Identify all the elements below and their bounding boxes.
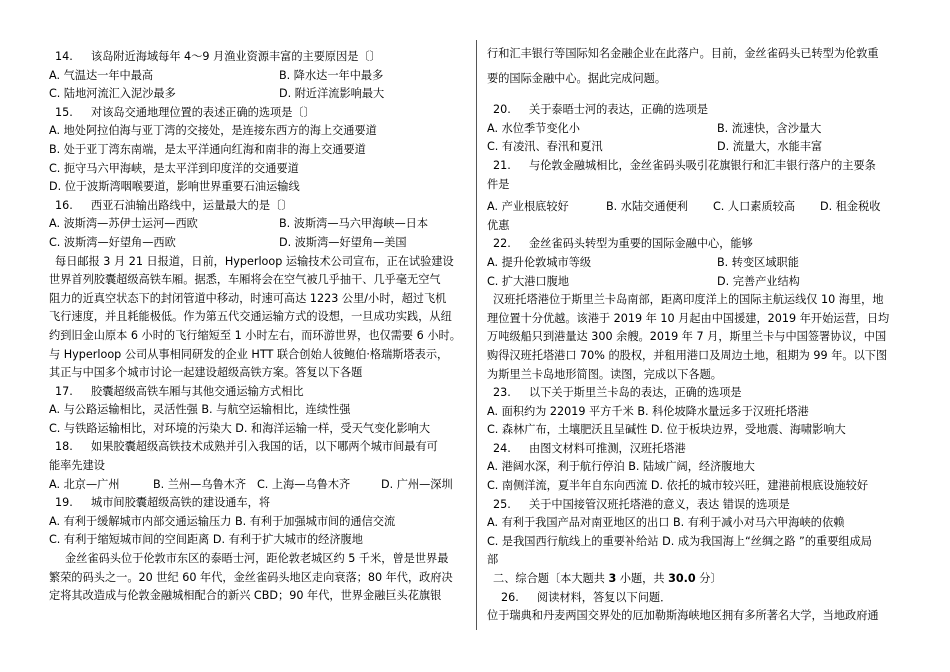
stem-text: 对该岛交通地理位置的表述正确的选项是〔〕 bbox=[91, 105, 315, 119]
options bbox=[487, 254, 905, 291]
section-suffix: 分〕 bbox=[695, 572, 722, 586]
question-count: 3 bbox=[608, 572, 617, 586]
question-24 bbox=[487, 440, 905, 496]
passage-canary-wharf-continued bbox=[487, 45, 905, 88]
options bbox=[487, 198, 905, 217]
question-21 bbox=[487, 157, 905, 235]
option-ab: A. 港阔水深，利于航行停泊 B. 陆域广阔，经济腹地大 bbox=[487, 460, 755, 474]
option-a: A. 水位季节变化小 bbox=[487, 121, 580, 135]
option-d: D. 附近洋流影响最大 bbox=[279, 87, 385, 101]
question-26 bbox=[487, 589, 905, 626]
question-16 bbox=[49, 197, 467, 253]
option-b: B. 波斯湾—马六甲海峡—日本 bbox=[279, 217, 429, 231]
passage-line: 其正与中国多个城市讨论一起建设超级高铁方案。答复以下各题 bbox=[49, 366, 363, 380]
passage-line: 阻力的近真空状态下的封闭管道中移动，时速可高达 1223 公里/小时，超过飞机 bbox=[49, 291, 447, 305]
question-23 bbox=[487, 384, 905, 440]
question-stem bbox=[487, 496, 905, 515]
option-d: D. 租金税收 bbox=[820, 200, 881, 214]
question-14 bbox=[49, 48, 467, 104]
stem-text: 由图文材料可推测，汉班托塔港 bbox=[529, 441, 686, 455]
question-25 bbox=[487, 496, 905, 570]
stem-text: 阅读材料，答复以下问题． bbox=[537, 590, 672, 604]
option-c: C. 陆地河流汇入泥沙最多 bbox=[49, 87, 176, 101]
question-19 bbox=[49, 494, 467, 550]
question-number: 22. bbox=[493, 237, 511, 251]
option-a: A. 波斯湾—苏伊士运河—西欧 bbox=[49, 217, 198, 231]
question-number: 23. bbox=[493, 386, 511, 400]
passage-line: 每日邮报 3 月 21 日报道，日前，Hyperloop 运输技术公司宣布，正在试验建设 bbox=[55, 254, 454, 268]
option-ab: A. 有利于缓解城市内部交通运输压力 B. 有利于加强城市间的通信交流 bbox=[49, 514, 396, 528]
passage-line: 位于瑞典和丹麦两国交界处的厄加勒斯海峡地区拥有多所著名大学，当地政府通 bbox=[487, 609, 879, 623]
option-d: D. 波斯湾—好望角—美国 bbox=[279, 235, 407, 249]
stem-continuation: 件是 bbox=[487, 177, 510, 191]
passage-canary-wharf bbox=[49, 550, 467, 606]
options bbox=[487, 120, 905, 157]
stem-text: 与伦敦金融城相比，金丝雀码头吸引花旗银行和汇丰银行落户的主要条 bbox=[529, 158, 876, 172]
stem-text: 胶囊超级高铁车厢与其他交通运输方式相比 bbox=[91, 384, 304, 398]
question-22 bbox=[487, 235, 905, 291]
passage-line: 金丝雀码头位于伦敦市东区的泰晤士河，距伦敦老城区约 5 千米，曾是世界最 bbox=[65, 552, 449, 566]
option-a: A. 北京—广州 bbox=[49, 477, 120, 491]
passage-line: 飞行速度，并且耗能极低。作为第五代交通运输方式的设想，一旦成功实践，从纽 bbox=[49, 310, 452, 324]
passage-line: 繁荣的码头之一。20 世纪 60 年代，金丝雀码头地区走向衰落；80 年代，政府决 bbox=[49, 570, 453, 584]
stem-text: 以下关于斯里兰卡岛的表达，正确的选项是 bbox=[529, 386, 742, 400]
question-stem bbox=[49, 104, 467, 123]
option-b: B. 降水达一年中最多 bbox=[279, 68, 384, 82]
section-heading bbox=[487, 570, 905, 589]
question-number: 26. bbox=[501, 590, 519, 604]
option-ab: A. 有利于我国产品对南亚地区的出口 B. 有利于减小对马六甲海峡的依赖 bbox=[487, 516, 845, 530]
question-number: 17. bbox=[55, 384, 73, 398]
question-17 bbox=[49, 383, 467, 439]
option-ab: A. 与公路运输相比，灵活性强 B. 与航空运输相比，连续性强 bbox=[49, 403, 351, 417]
option-cd: C. 与铁路运输相比，对环境的污染大 D. 和海洋运输一样，受天气变化影响大 bbox=[49, 421, 431, 435]
option-c: C. 上海—乌鲁木齐 bbox=[257, 477, 351, 491]
option-b: B. 流速快，含沙量大 bbox=[717, 121, 822, 135]
option-cd: C. 有利于缩短城市间的空间距离 D. 有利于扩大城市的经济腹地 bbox=[49, 533, 363, 547]
question-number: 18. bbox=[55, 440, 73, 454]
left-column bbox=[49, 48, 467, 606]
stem-text: 关于泰晤士河的表达，正确的选项是 bbox=[529, 103, 709, 117]
question-number: 14. bbox=[55, 50, 73, 63]
option-b: B. 处于亚丁湾东南端，是太平洋通向红海和南非的海上交通要道 bbox=[49, 142, 366, 156]
passage-line: 万吨级船只到港量达 300 余艘。2019 年 7 月，斯里兰卡与中国签署协议，中国 bbox=[487, 330, 887, 344]
question-stem bbox=[49, 48, 467, 67]
question-stem bbox=[49, 494, 467, 513]
question-stem bbox=[487, 157, 905, 176]
question-15 bbox=[49, 104, 467, 197]
stem-text: 城市间胶囊超级高铁的建设通车，将 bbox=[91, 496, 271, 510]
question-stem bbox=[49, 197, 467, 216]
passage-hyperloop bbox=[49, 253, 467, 383]
question-number: 20. bbox=[493, 103, 511, 117]
question-stem bbox=[487, 589, 905, 608]
question-stem bbox=[487, 101, 905, 120]
option-d: D. 完善产业结构 bbox=[717, 274, 800, 288]
passage-line: 汉班托塔港位于斯里兰卡岛南部，距离印度洋上的国际主航运线仅 10 海里，地 bbox=[493, 293, 884, 307]
question-stem bbox=[49, 438, 467, 457]
option-c: C. 波斯湾—好望角—西欧 bbox=[49, 235, 176, 249]
section-mid: 小题，共 bbox=[616, 572, 669, 586]
stem-text: 如果胶囊超级高铁技术成熟并引入我国的话，以下哪两个城市间最有可 bbox=[91, 440, 438, 454]
passage-line: 行和汇丰银行等国际知名金融企业在此落户。目前，金丝雀码头已转型为伦敦重 bbox=[487, 47, 879, 60]
option-d: D. 广州—深圳 bbox=[381, 477, 453, 491]
option-a: A. 地处阿拉伯海与亚丁湾的交接处，是连接东西方的海上交通要道 bbox=[49, 124, 377, 138]
stem-text: 关于中国接管汉班托塔港的意义，表达 错误的选项是 bbox=[529, 497, 790, 511]
option-a: A. 提升伦敦城市等级 bbox=[487, 255, 592, 269]
option-b: B. 水陆交通便利 bbox=[606, 200, 688, 214]
option-b: B. 转变区域职能 bbox=[717, 255, 799, 269]
question-stem bbox=[487, 440, 905, 459]
option-c: C. 人口素质较高 bbox=[713, 200, 796, 214]
option-b: B. 兰州—乌鲁木齐 bbox=[153, 477, 247, 491]
question-stem bbox=[487, 384, 905, 403]
options bbox=[49, 67, 467, 104]
stem-text: 西亚石油输出路线中，运量最大的是〔〕 bbox=[91, 198, 293, 212]
passage-line: 理位置十分优越。该港于 2019 年 10 月起由中国援建，2019 年开始运营，日均 bbox=[487, 311, 890, 325]
right-column bbox=[487, 45, 905, 626]
option-ab: A. 面积约为 22019 平方千米 B. 科伦坡降水量远多于汉班托塔港 bbox=[487, 404, 809, 418]
column-divider bbox=[476, 40, 477, 630]
stem-text: 金丝雀码头转型为重要的国际金融中心，能够 bbox=[529, 237, 753, 251]
question-18 bbox=[49, 438, 467, 494]
option-cd: C. 森林广布，土壤肥沃且呈碱性 D. 位于板块边界，受地震、海啸影响大 bbox=[487, 423, 846, 437]
section-prefix: 二、综合题〔本大题共 bbox=[493, 572, 609, 586]
stem-continuation: 能率先建设 bbox=[49, 459, 105, 473]
option-d: D. 流量大，水能丰富 bbox=[717, 140, 823, 154]
question-stem bbox=[49, 383, 467, 402]
option-cd-continuation: 部 bbox=[487, 553, 499, 567]
passage-line: 为斯里兰卡岛地形简图。读图，完成以下各题。 bbox=[487, 367, 722, 381]
question-number: 19. bbox=[55, 496, 73, 510]
question-number: 16. bbox=[55, 198, 73, 212]
option-a: A. 产业根底较好 bbox=[487, 200, 569, 214]
options bbox=[49, 215, 467, 252]
option-c: C. 扩大港口腹地 bbox=[487, 274, 570, 288]
option-cd: C. 是我国西行航线上的重要补给站 D. 成为我国海上“丝绸之路 ”的重要组成局 bbox=[487, 534, 872, 548]
question-stem bbox=[487, 235, 905, 254]
passage-line: 要的国际金融中心。据此完成问题。 bbox=[487, 71, 667, 85]
passage-line: 与 Hyperloop 公司从事相同研发的企业 HTT 联合创始人彼鲍伯·格瑞斯塔表示， bbox=[49, 347, 449, 361]
passage-line: 购得汉班托塔港口 70% 的股权，并租用港口及周边土地，租期为 99 年。以下图 bbox=[487, 348, 888, 362]
option-a: A. 气温达一年中最高 bbox=[49, 68, 154, 82]
question-number: 24. bbox=[493, 441, 511, 455]
question-number: 21. bbox=[493, 158, 511, 172]
question-number: 15. bbox=[55, 105, 73, 119]
passage-hambantota bbox=[487, 291, 905, 384]
passage-line: 世界首列胶囊超级高铁车厢。据悉，车厢将会在空气被几乎抽干、几乎毫无空气 bbox=[49, 273, 441, 287]
option-c: C. 扼守马六甲海峡，是太平洋到印度洋的交通要道 bbox=[49, 161, 299, 175]
total-score: 30.0 bbox=[668, 572, 696, 586]
option-d-continuation: 优惠 bbox=[487, 218, 510, 232]
option-d: D. 位于波斯湾咽喉要道，影响世界重要石油运输线 bbox=[49, 180, 300, 194]
stem-text: 该岛附近海域每年 4～9 月渔业资源丰富的主要原因是〔〕 bbox=[91, 50, 381, 63]
passage-line: 定将其改造成与伦敦金融城相配合的新兴 CBD；90 年代，世界金融巨头花旗银 bbox=[49, 589, 442, 603]
options bbox=[49, 476, 467, 495]
question-number: 25. bbox=[493, 497, 511, 511]
question-20 bbox=[487, 101, 905, 157]
passage-line: 约到旧金山原本 6 小时的飞行缩短至 1 小时左右，而环游世界，也仅需要 6 小时。 bbox=[49, 328, 461, 342]
option-cd: C. 南侧洋流，夏半年自东向西流 D. 依托的城市较兴旺，建港前根底设施较好 bbox=[487, 479, 869, 493]
option-c: C. 有凌汛、春汛和夏汛 bbox=[487, 140, 603, 154]
